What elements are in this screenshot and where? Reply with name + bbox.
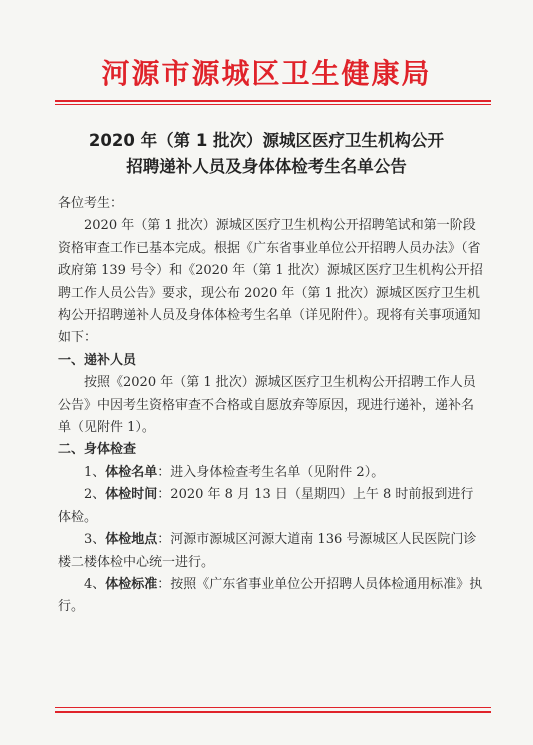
- letterhead-rule-thin: [55, 104, 491, 105]
- item-text: ：进入身体检查考生名单（见附件 2）。: [157, 464, 385, 480]
- item-number: 3、: [84, 532, 106, 548]
- exam-item-3: [58, 529, 486, 574]
- footer-rule-thin: [55, 707, 491, 708]
- intro-paragraph: 2020 年（第 1 批次）源城区医疗卫生机构公开招聘笔试和第一阶段资格审查工作已基本完成。根据《广东省事业单位公开招聘人员办法》（省政府第 139 号令）和《2020 年（第 1 批次）源城区医疗卫生机构公开招聘工作人员公告》要求，现公布 2020 年（第 1 批次）源城区医疗卫生机构公开招聘递补人员及身体体检考生名单（详见附件）。现将有关事项通知如下：: [58, 218, 483, 346]
- item-text: ：河源市源城区河源大道南 136 号源城区人民医院门诊楼二楼体检中心统一进行。: [58, 532, 477, 570]
- salutation: 各位考生：: [58, 196, 124, 211]
- exam-item-1: [58, 462, 486, 484]
- item-number: 2、: [84, 487, 106, 503]
- notice-title-line-2: 招聘递补人员及身体体检考生名单公告: [126, 157, 407, 176]
- item-text: ：2020 年 8 月 13 日（星期四）上午 8 时前报到进行体检。: [58, 487, 474, 525]
- item-number: 4、: [84, 576, 106, 592]
- section-1-text: 按照《2020 年（第 1 批次）源城区医疗卫生机构公开招聘工作人员公告》中因考生资格审查不合格或自愿放弃等原因，现进行递补，递补名单（见附件 1）。: [58, 375, 476, 436]
- exam-item-4: [58, 574, 486, 619]
- item-number: 1、: [84, 464, 106, 480]
- exam-item-2: [58, 484, 486, 529]
- section-heading-2: 二、身体检查: [58, 442, 137, 458]
- footer-rule-thick: [55, 711, 491, 713]
- item-label: 体检时间: [105, 487, 158, 503]
- section-heading-1: 一、递补人员: [58, 352, 137, 368]
- notice-title-line-1: 2020 年（第 1 批次）源城区医疗卫生机构公开: [88, 131, 445, 150]
- item-label: 体检标准: [105, 576, 158, 592]
- letterhead-rule-thick: [55, 100, 491, 102]
- letterhead-title: 河源市源城区卫生健康局: [101, 57, 432, 90]
- item-text: ：按照《广东省事业单位公开招聘人员体检通用标准》执行。: [58, 576, 483, 615]
- item-label: 体检名单: [105, 464, 158, 480]
- notice-body: [58, 193, 486, 619]
- item-label: 体检地点: [105, 532, 158, 548]
